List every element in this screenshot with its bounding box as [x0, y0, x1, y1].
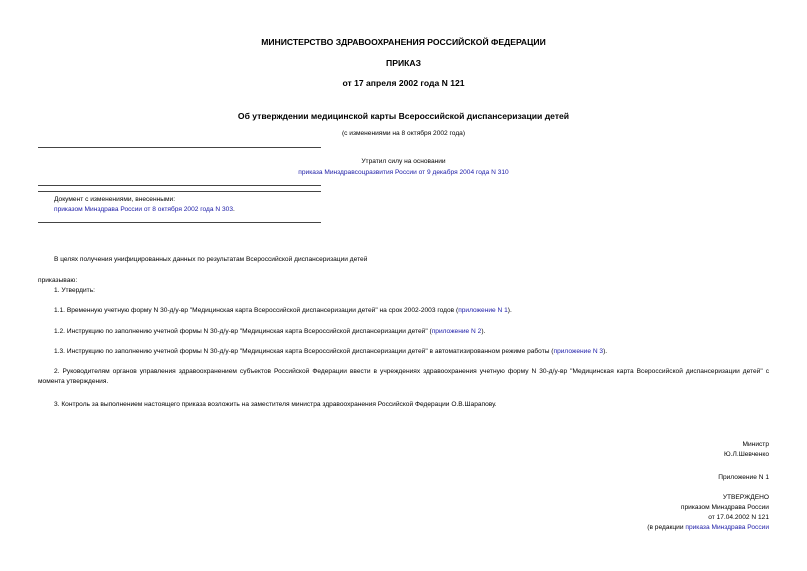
divider-line	[38, 191, 321, 192]
item-1-2-end: ).	[481, 328, 486, 335]
appendix-3-link[interactable]: приложение N 3	[553, 348, 604, 355]
doc-type-heading: ПРИКАЗ	[386, 58, 421, 68]
item-2: 2. Руководителям органов управления здравоохранением субъектов Российской Федерации ввести в учреждениях здравоохранения учетную форму N 30-д/у-вр "Медицинская карта Всероссийской диспансеризации детей" с момента утверждения.	[38, 368, 769, 385]
item-1-1	[54, 307, 512, 314]
doc-date-number: от 17 апреля 2002 года N 121	[342, 78, 465, 88]
signature-position: Министр	[742, 441, 769, 448]
changes-container	[54, 206, 235, 213]
item-1-1-end: ).	[507, 307, 512, 314]
item-1-3	[54, 348, 607, 355]
edition-link[interactable]: приказа Минздрава России	[685, 524, 769, 531]
item-1-1-text: 1.1. Временную учетную форму N 30-д/у-вр "Медицинская карта Всероссийской диспансеризации детей" на срок 2002-2003 годов (	[54, 307, 459, 314]
lost-force-text: Утратил силу на основании	[361, 158, 446, 165]
appendix-2-link[interactable]: приложение N 2	[431, 328, 482, 335]
item-1: 1. Утвердить:	[54, 287, 95, 294]
item-1-3-text: 1.3. Инструкцию по заполнению учетной формы N 30-д/у-вр "Медицинская карта Всероссийской диспансеризации детей" в автоматизированном режиме работы (	[54, 348, 554, 355]
signature-name: Ю.Л.Шевченко	[724, 451, 769, 458]
edition-prefix: (в редакции	[647, 524, 686, 531]
approved-by-order: приказом Минздрава России	[680, 504, 769, 511]
approved-date: от 17.04.2002 N 121	[708, 514, 769, 521]
divider-line	[38, 147, 321, 148]
item-1-3-end: ).	[603, 348, 608, 355]
approved-label: УТВЕРЖДЕНО	[722, 494, 769, 501]
intro-paragraph: В целях получения унифицированных данных по результатам Всероссийской диспансеризации детей	[54, 256, 368, 263]
changes-suffix: .	[232, 206, 235, 213]
divider-line	[38, 222, 321, 223]
lost-force-container	[0, 169, 807, 176]
item-1-2	[54, 328, 485, 335]
amendments-note: (с изменениями на 8 октября 2002 года)	[341, 130, 466, 137]
edition-note	[647, 524, 769, 531]
changes-text: Документ с изменениями, внесенными:	[54, 196, 176, 203]
appendix-1-link[interactable]: приложение N 1	[458, 307, 508, 314]
lost-force-link[interactable]: приказа Минздравсоцразвития России от 9 декабря 2004 года N 310	[298, 169, 509, 176]
order-word: приказываю:	[38, 277, 78, 284]
doc-title: Об утверждении медицинской карты Всероссийской диспансеризации детей	[237, 111, 570, 121]
item-1-2-text: 1.2. Инструкцию по заполнению учетной формы N 30-д/у-вр "Медицинская карта Всероссийской диспансеризации детей" (	[54, 328, 432, 335]
ministry-heading: МИНИСТЕРСТВО ЗДРАВООХРАНЕНИЯ РОССИЙСКОЙ ФЕДЕРАЦИИ	[261, 37, 546, 47]
item-3: 3. Контроль за выполнением настоящего приказа возложить на заместителя министра здравоохранения Российской Федерации О.В.Шарапову.	[54, 401, 497, 408]
appendix-label: Приложение N 1	[718, 474, 769, 481]
divider-line	[38, 185, 321, 186]
changes-link[interactable]: приказом Минздрава России от 8 октября 2002 года N 303	[54, 206, 233, 213]
